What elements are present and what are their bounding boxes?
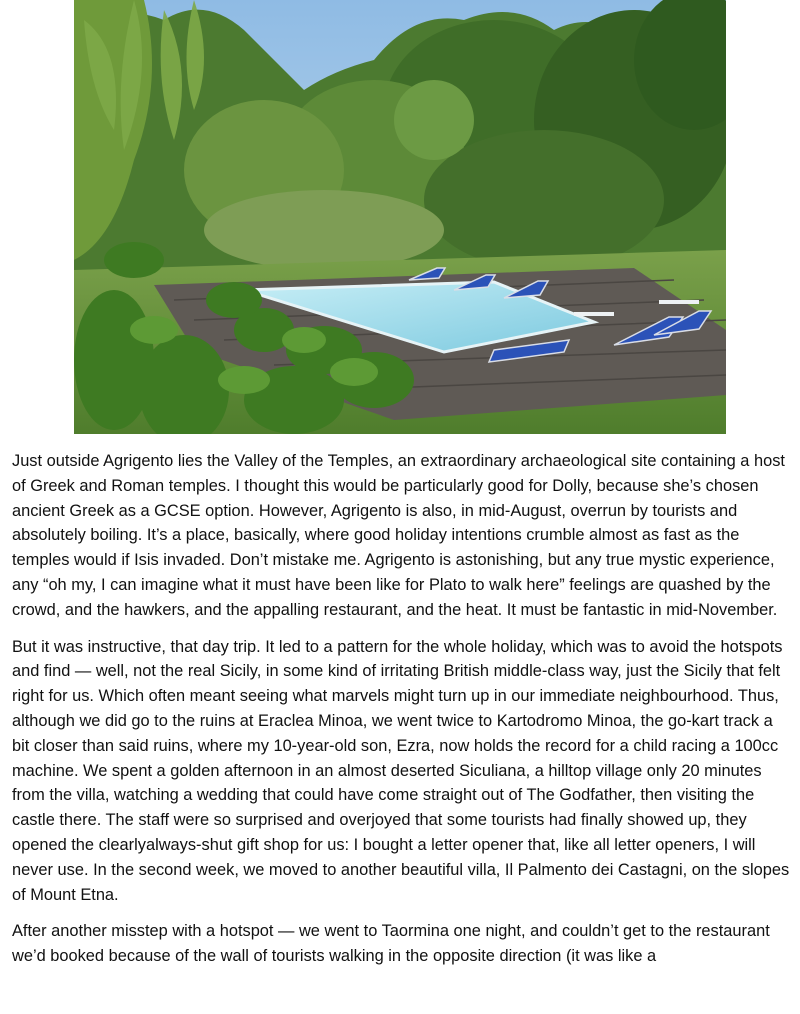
- pool-garden-photo: [74, 0, 726, 434]
- paragraph: After another misstep with a hotspot — we went to Taormina one night, and couldn’t get to the restaurant we’d booked because of the wall of tourists walking in the opposite direction (it was like a: [12, 922, 770, 966]
- paragraph: Just outside Agrigento lies the Valley of the Temples, an extraordinary archaeological site containing a host of Greek and Roman temples. I thought this would be particularly good for Dolly, because she’s chosen ancient Greek as a GCSE option. However, Agrigento is also, in mid-August, overrun by tourists and absolutely boiling. It’s a place, basically, where good holiday intentions crumble almost as fast as the temples would if Isis invaded. Don’t mistake me. Agrigento is astonishing, but any true mystic experience, any “oh my, I can imagine what it must have been like for Plato to walk here” feelings are quashed by the crowd, and the hawkers, and the appalling restaurant, and the heat. It must be fantastic in mid-November.: [12, 452, 785, 619]
- paragraph: But it was instructive, that day trip. It led to a pattern for the whole holiday, which was to avoid the hotspots and find — well, not the real Sicily, in some kind of irritating British middle-class way, just the Sicily that felt right for us. Which often meant seeing what marvels might turn up in our immediate neighbourhood. Thus, although we did go to the ruins at Eraclea Minoa, we went twice to Kartodromo Minoa, the go-kart track a bit closer than said ruins, where my 10-year-old son, Ezra, now holds the record for a child racing a 100cc machine. We spent a golden afternoon in an almost deserted Siculiana, a hilltop village only 20 minutes from the villa, watching a wedding that could have come straight out of The Godfather, then visiting the castle there. The staff were so surprised and overjoyed that some tourists had finally showed up, they opened the clearlyalways-shut gift shop for us: I bought a letter opener that, like all letter openers, I will never use. In the second week, we moved to another beautiful villa, Il Palmento dei Castagni, on the slopes of Mount Etna.: [12, 637, 790, 904]
- article-body: [12, 449, 790, 981]
